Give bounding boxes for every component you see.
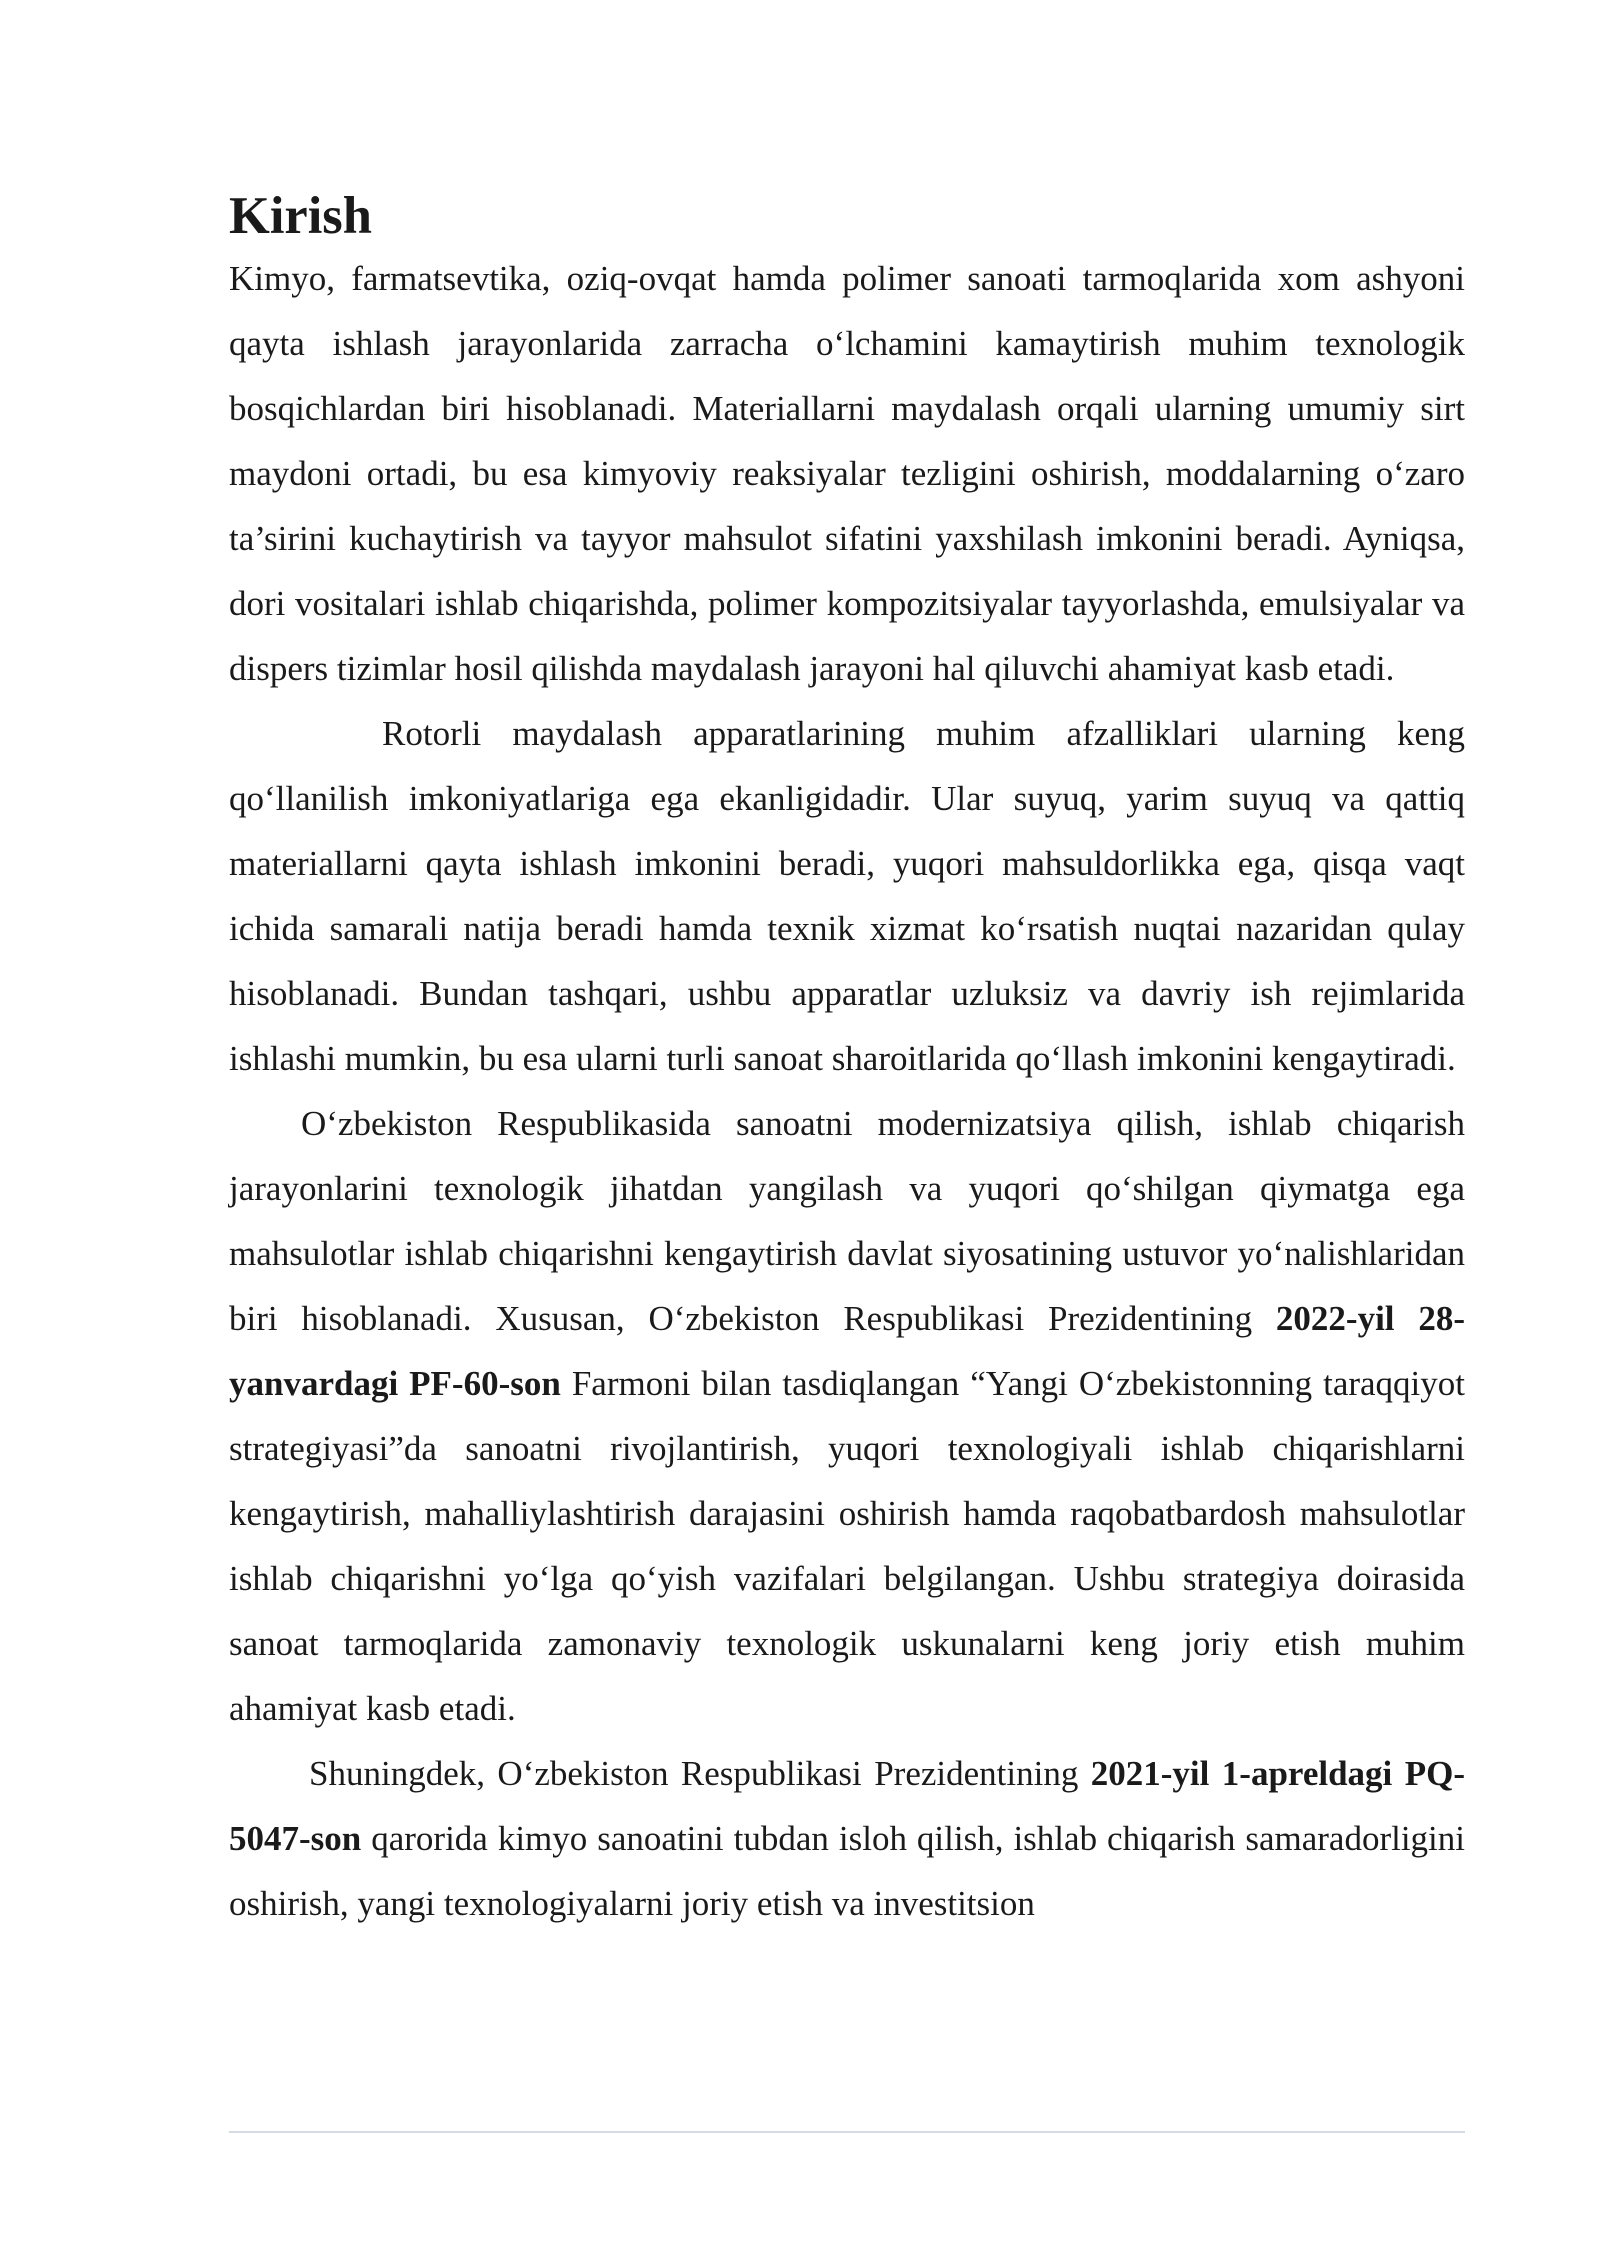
paragraph-2: Rotorli maydalash apparatlarining muhim afzalliklari ularning keng qo‘llanilish imkoniyatlariga ega ekanligidadir. Ular suyuq, yarim suyuq va qattiq materiallarni qayta ishlash imkonini beradi, yuqori mahsuldorlikka ega, qisqa vaqt ichida samarali natija beradi hamda texnik xizmat ko‘rsatish nuqtai nazaridan qulay hisoblanadi. Bundan tashqari, ushbu apparatlar uzluksiz va davriy ish rejimlarida ishlashi mumkin, bu esa ularni turli sanoat sharoitlarida qo‘llash imkonini kengaytiradi. [229, 714, 1465, 1078]
paragraph-4-text-start: Shuningdek, O‘zbekiston Respublikasi Prezidentining [309, 1754, 1091, 1793]
document-body [229, 186, 1465, 1936]
paragraph-3 [229, 1091, 1465, 1741]
decree-reference: 2022-yil 28-yanvardagi PF-60-son [229, 1299, 1465, 1403]
resolution-reference: 2021-yil 1-apreldagi PQ-5047-son [229, 1754, 1465, 1858]
paragraph-4 [229, 1741, 1465, 1936]
paragraph-1: Kimyo, farmatsevtika, oziq-ovqat hamda polimer sanoati tarmoqlarida xom ashyoni qayta ishlash jarayonlarida zarracha o‘lchamini kamaytirish muhim texnologik bosqichlardan biri hisoblanadi. Materiallarni maydalash orqali ularning umumiy sirt maydoni ortadi, bu esa kimyoviy reaksiyalar tezligini oshirish, moddalarning o‘zaro ta’sirini kuchaytirish va tayyor mahsulot sifatini yaxshilash imkonini beradi. Ayniqsa, dori vositalari ishlab chiqarishda, polimer kompozitsiyalar tayyorlashda, emulsiyalar va dispers tizimlar hosil qilishda maydalash jarayoni hal qiluvchi ahamiyat kasb etadi. [229, 259, 1465, 688]
paragraph-3-text-end: Farmoni bilan tasdiqlangan “Yangi O‘zbekistonning taraqqiyot strategiyasi”da sanoatni rivojlantirish, yuqori texnologiyali ishlab chiqarishlarni kengaytirish, mahalliylashtirish darajasini oshirish hamda raqobatbardosh mahsulotlar ishlab chiqarishni yo‘lga qo‘yish vazifalari belgilangan. Ushbu strategiya doirasida sanoat tarmoqlarida zamonaviy texnologik uskunalarni keng joriy etish muhim ahamiyat kasb etadi. [229, 1364, 1465, 1728]
footer-divider [229, 2131, 1465, 2133]
paragraph-4-text-end: qarorida kimyo sanoatini tubdan isloh qilish, ishlab chiqarish samaradorligini oshirish, yangi texnologiyalarni joriy etish va investitsion [229, 1819, 1465, 1923]
paragraph-3-text-start: O‘zbekiston Respublikasida sanoatni modernizatsiya qilish, ishlab chiqarish jarayonlarini texnologik jihatdan yangilash va yuqori qo‘shilgan qiymatga ega mahsulotlar ishlab chiqarishni kengaytirish davlat siyosatining ustuvor yo‘nalishlaridan biri hisoblanadi. Xususan, O‘zbekiston Respublikasi Prezidentining [229, 1104, 1465, 1338]
section-heading: Kirish [229, 187, 372, 245]
